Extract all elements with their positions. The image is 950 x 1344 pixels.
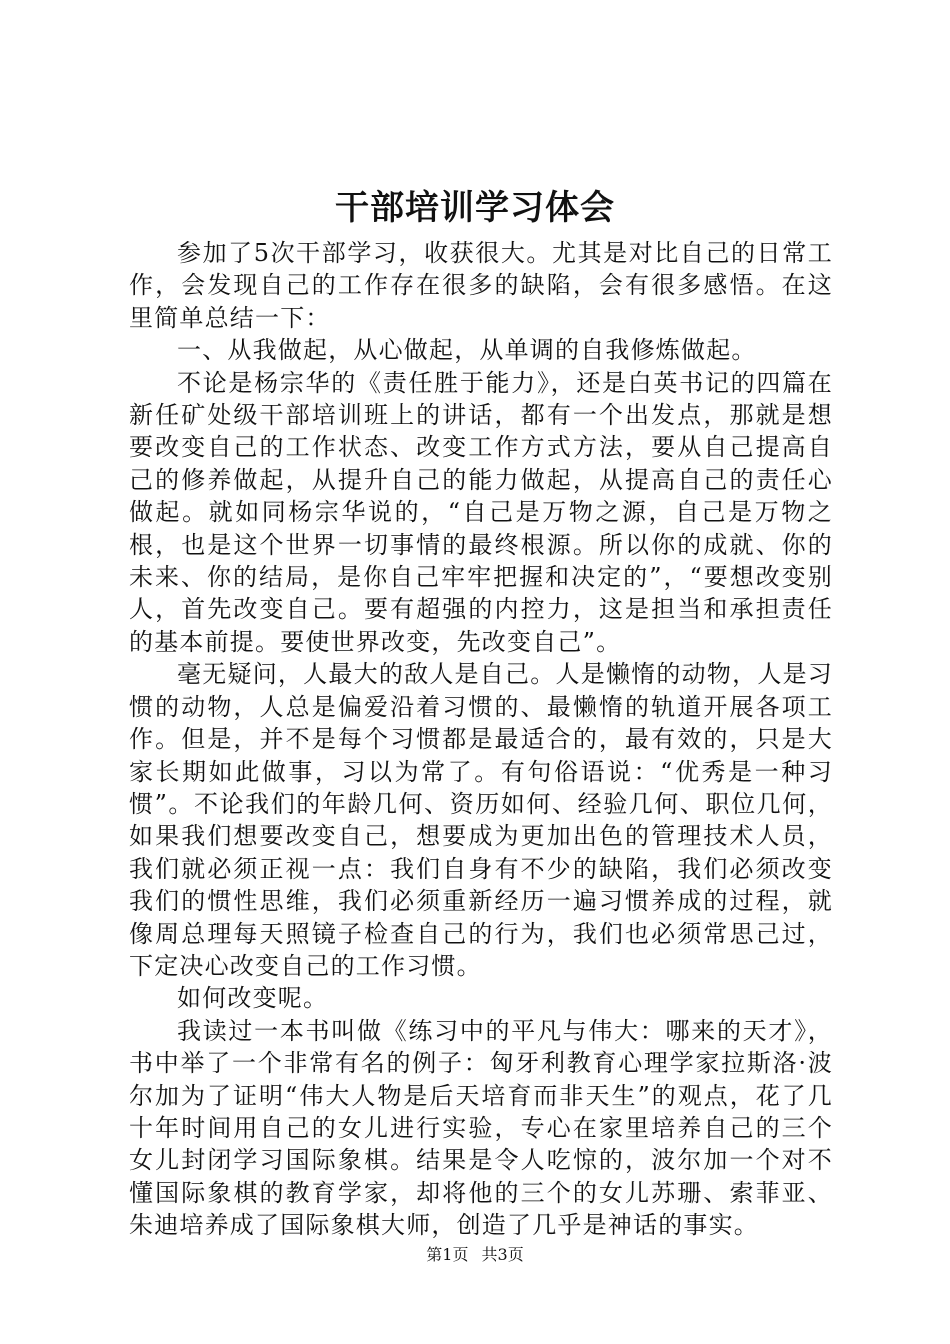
paragraph-1: 参加了5次干部学习，收获很大。尤其是对比自己的日常工作，会发现自己的工作存在很多的缺陷，会有很多感悟。在这里简单总结一下： — [129, 239, 833, 332]
paragraph-4: 毫无疑问，人最大的敌人是自己。人是懒惰的动物，人是习惯的动物，人总是偏爱沿着习惯的、最懒惰的轨道开展各项工作。但是，并不是每个习惯都是最适合的，最有效的，只是大家长期如此做事，习以为常了。有句俗语说：“优秀是一种习惯”。不论我们的年龄几何、资历如何、经验几何、职位几何，如果我们想要改变自己，想要成为更加出色的管理技术人员，我们就必须正视一点：我们自身有不少的缺陷，我们必须改变我们的惯性思维，我们必须重新经历一遍习惯养成的过程，就像周总理每天照镜子检查自己的行为，我们也必须常思己过，下定决心改变自己的工作习惯。 — [129, 660, 833, 980]
paragraph-3: 不论是杨宗华的《责任胜于能力》，还是白英书记的四篇在新任矿处级干部培训班上的讲话，都有一个出发点，那就是想要改变自己的工作状态、改变工作方式方法，要从自己提高自己的修养做起，从提升自己的能力做起，从提高自己的责任心做起。就如同杨宗华说的，“自己是万物之源，自己是万物之根，也是这个世界一切事情的最终根源。所以你的成就、你的未来、你的结局，是你自己牢牢把握和决定的”，“要想改变别人，首先改变自己。要有超强的内控力，这是担当和承担责任的基本前提。要使世界改变，先改变自己”。 — [129, 368, 833, 656]
page-footer — [0, 1244, 950, 1266]
page-total: 共3页 — [481, 1245, 524, 1264]
document-title: 干部培训学习体会 — [335, 188, 615, 228]
paragraph-5: 如何改变呢。 — [177, 984, 329, 1013]
document-body — [129, 237, 833, 1242]
paragraph-6: 我读过一本书叫做《练习中的平凡与伟大：哪来的天才》，书中举了一个非常有名的例子：匈牙利教育心理学家拉斯洛·波尔加为了证明“伟大人物是后天培育而非天生”的观点，花了几十年时间用自己的女儿进行实验，专心在家里培养自己的三个女儿封闭学习国际象棋。结果是令人吃惊的，波尔加一个对不懂国际象棋的教育学家，却将他的三个的女儿苏珊、索菲亚、朱迪培养成了国际象棋大师，创造了几乎是神话的事实。 — [129, 1016, 833, 1240]
paragraph-2: 一、从我做起，从心做起，从单调的自我修炼做起。 — [177, 336, 757, 365]
page-number: 第1页 — [426, 1245, 469, 1264]
